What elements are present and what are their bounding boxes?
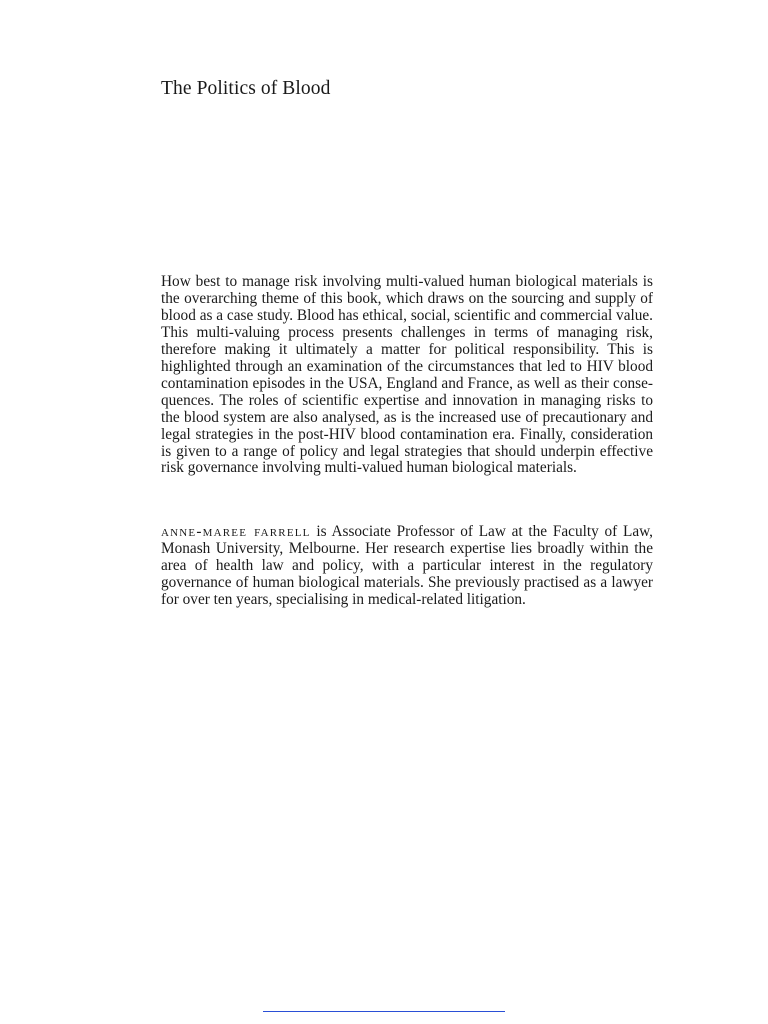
footer-link-underline[interactable] xyxy=(263,1011,505,1012)
book-title: The Politics of Blood xyxy=(161,78,331,99)
author-name: anne-maree farrell xyxy=(161,523,311,540)
author-bio xyxy=(161,524,653,609)
book-description: How best to manage risk involving multi-valued human biological materials is the overarching theme of this book, which draws on the sourcing and supply of blood as a case study. Blood has ethical, social, scientific and commercial value. This multi-valuing process presents challenges in terms of managing risk, therefore making it ultimately a matter for political responsibility. This is highlighted through an examination of the circumstances that led to HIV blood contamination episodes in the USA, England and France, as well as their consequences. The roles of scientific expertise and innovation in managing risks to the blood system are also analysed, as is the increased use of precautionary and legal strategies in the post-HIV blood contamination era. Finally, consideration is given to a range of policy and legal strategies that should underpin effective risk governance involving multi-valued human biological materials. xyxy=(161,273,653,477)
author-bio-text: is Associate Professor of Law at the Faculty of Law, Monash University, Melbourne. Her research expertise lies broadly within the area of health law and policy, with a particular interest in the regulatory governance of human biological materials. She previously practised as a lawyer for over ten years, specialising in medical-related litigation. xyxy=(161,523,653,608)
